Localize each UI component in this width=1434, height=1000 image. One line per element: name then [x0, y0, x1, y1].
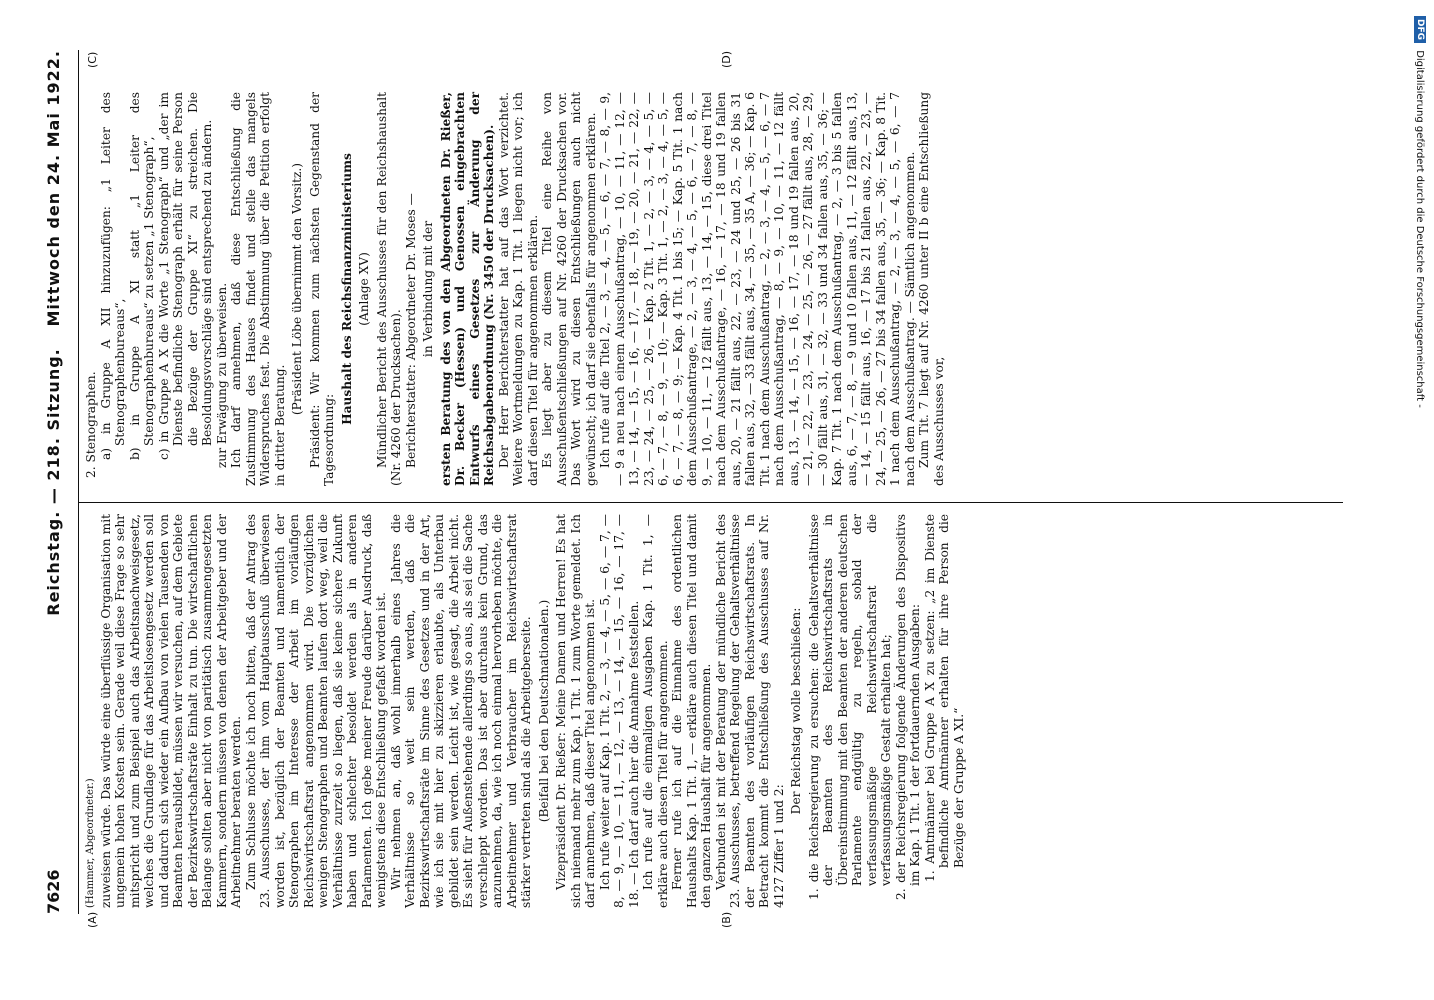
paragraph: Ferner rufe ich auf die Einnahme des ordentlichen Haushalts Kap. 1 Tit. 1, — erkläre auch diesen Titel und damit den ganzen Haushalt für angenommen. [670, 514, 713, 908]
margin-mark-d: (D) [720, 50, 733, 68]
dfg-logo: DFG [1414, 16, 1426, 43]
paragraph: Vizepräsident Dr. Rießer: Meine Damen und Herren! Es hat sich niemand mehr zum Kap. 1 Tit. 1 zum Worte gemeldet. Ich darf annehmen, daß dieser Titel angenommen ist. [554, 514, 597, 908]
header-rule [78, 50, 79, 914]
right-column [84, 92, 946, 486]
list-item: 2. Stenographen. [84, 371, 98, 478]
paragraph: Ich darf annehmen, daß diese Entschließung die Zustimmung des Hauses findet und stelle das mangels Widerspruches fest. Die Abstimmung über die Petition erfolgt in dritter Beratung. [229, 92, 287, 486]
paragraph: Präsident: Wir kommen zum nächsten Gegenstand der Tagesordnung: [307, 92, 336, 486]
applause-note: (Beifall bei den Deutschnationalen.) [536, 599, 551, 823]
paragraph: Mündlicher Bericht des Ausschusses für den Reichshaushalt (Nr. 4260 der Drucksachen). [374, 92, 403, 486]
paragraph: Verbunden ist mit der Beratung der mündliche Bericht des 23. Ausschusses, betreffend Regelung der Gehaltsverhältnisse der Beamten des vorläufigen Reichswirtschaftsrats. In Betracht kommt die Entschließung des Ausschusses auf Nr. 4127 Ziffer 1 und 2: [713, 514, 786, 908]
speaker-tag: (Hammer, Abgeordneter.) [85, 778, 96, 908]
funding-note: Digitalisierung gefördert durch die Deutsche Forschungsgemeinschaft - [1414, 50, 1425, 408]
paragraph: in Verbindung mit der [421, 220, 435, 358]
paragraph: Zum Tit. 7 liegt auf Nr. 4260 unter II b eine Entschließung des Ausschusses vor, [917, 92, 946, 486]
paragraph: Es liegt aber zu diesem Titel eine Reihe von Ausschußentschließungen auf Nr. 4260 der Drucksachen vor. Das Wort wird zu diesen Entschließungen auch nicht gewünscht; ich darf sie ebenfalls für angenommen erklären. [540, 92, 598, 486]
page-header [44, 50, 74, 914]
page-number: 7626 [44, 869, 63, 914]
list-subitem: c) in Gruppe A X die Worte „1 Stenograph“ und „der im Dienste befindliche Stenograph erhält für seine Person die Bezüge der Gruppe XI“ zu streichen. Die Besoldungsvorschläge sind entsprechend zu ändern. [156, 92, 214, 460]
resolution-subitem: 1. Amtmänner bei Gruppe A X zu setzen: „2 im Dienste befindliche Amtmänner erhalten für ihre Person die Bezüge der Gruppe A XI.“ [922, 514, 966, 882]
resolution-heading: Der Reichstag wolle beschließen: [789, 607, 803, 815]
paragraph: Der Herr Berichterstatter hat auf das Wort verzichtet. Weitere Wortmeldungen zu Kap. 1 Tit. 1 liegen nicht vor; ich darf diesen Titel für angenommen erklären. [496, 92, 540, 486]
agenda-item-bold: ersten Beratung des von den Abgeordneten Dr. Rießer, Dr. Becker (Hessen) und Genossen eingebrachten Entwurfs eines Gesetzes zur Änderung der Reichsabgabenordnung (Nr. 3450 der Drucksachen). [438, 92, 496, 486]
list-subitem: a) in Gruppe A XII hinzuzufügen: „1 Leiter des Stenographenbureaus“, [98, 92, 127, 460]
resolution-item: 1. die Reichsregierung zu ersuchen: die Gehaltsverhältnisse der Beamten des Reichswirtschaftsrats in Übereinstimmung mit den Beamten der anderen deutschen Parlamente endgültig zu regeln, sobald der verfassungsmäßige Reichswirtschaftsrat die verfassungsmäßige Gestalt erhalten hat; [806, 514, 893, 900]
list-subitem: b) in Gruppe A XI statt „1 Leiter des Stenographenbureaus“ zu setzen „1 Stenograph“, [127, 92, 156, 460]
header-session: Reichstag. — 218. Sitzung. [44, 348, 63, 616]
paragraph: zur Erwägung zu überweisen. [214, 282, 229, 468]
paragraph: Ich rufe auf die Titel 2, — 3, — 4, — 5, — 6, — 7, — 8, — 9, — 9 a neu nach einem Ausschußantrag, — 10, — 11, — 12, — 13, — 14, — 15, — 16, — 17, — 18, — 19, — 20, — 21, — 22, — 23, — 24, — 25, — 26, — Kap. 2 Tit. 1, — 2, — 3, — 4, — 5, — 6, — 7, — 8, — 9, — 10; — Kap. 3 Tit. 1, — 2, — 3, — 4, — 5, — 6, — 7, — 8, — 9; — Kap. 4 Tit. 1 bis 15; — Kap. 5 Tit. 1 nach dem Ausschußantrage, — 2, — 3, — 4, — 5, — 6, — 7, — 8, — 9, — 10, — 11, — 12 fällt aus, 13, — 14, — 15, diese drei Titel nach dem Ausschußantrage, — 16, — 17, — 18 und 19 fallen aus, 20, — 21 fällt aus, 22, — 23, — 24 und 25, — 26 bis 31 fallen aus, 32, — 33 fällt aus, 34, — 35, — 35 A, — 36; — Kap. 6 Tit. 1 nach dem Ausschußantrag, — 2, — 3, — 4, — 5, — 6, — 7 nach dem Ausschußantrag, — 8, — 9, — 10, — 11, — 12 fällt aus, 13, — 14, — 15, — 16, — 17, — 18 und 19 fallen aus, 20, — 21, — 22, — 23, — 24, — 25, — 26, — 27 fällt aus, 28, — 29, — 30 fällt aus, 31, — 32, — 33 und 34 fallen aus, 35, — 36; — Kap. 7 Tit. 1 nach dem Ausschußantrag, — 2, — 3 bis 5 fallen aus, 6, — 7, — 8, — 9 und 10 fallen aus, 11, — 12 fällt aus, 13, — 14, — 15 fällt aus, 16, — 17 bis 21 fallen aus, 22, — 23, — 24, — 25, — 26, — 27 bis 34 fallen aus, 35, — 36; — Kap. 8 Tit. 1 nach dem Ausschußantrag, — 2, — 3, — 4, — 5, — 6, — 7 nach dem Ausschußantrag. — Sämtlich angenommen. [598, 92, 917, 486]
left-column [84, 514, 966, 908]
resolution-item: 2. der Reichsregierung folgende Änderungen des Dispositivs im Kap. 1 Tit. 1 der fortdauernden Ausgaben: [893, 514, 922, 900]
margin-mark-b: (B) [720, 911, 733, 928]
agenda-annex: (Anlage XV) [357, 252, 371, 326]
header-date: Mittwoch den 24. Mai 1922. [44, 50, 63, 327]
margin-mark-a: (A) [86, 911, 99, 928]
paragraph: Ich rufe weiter auf Kap. 1 Tit. 2, — 3, — 4, — 5, — 6, — 7, — 8, — 9, — 10, — 11, — 12, — 13, — 14, — 15, — 16, — 17, — 18. — Ich darf auch hier die Annahme feststellen. [597, 514, 641, 908]
agenda-heading: Haushalt des Reichsfinanzministeriums [339, 153, 354, 425]
dfg-sidebar [1408, 10, 1430, 990]
paragraph: Wir nehmen an, daß wohl innerhalb eines Jahres die Verhältnisse so weit sein werden, daß die Bezirkswirtschaftsräte im Sinne des Gesetzes und in der Art, wie ich sie mit hier zu skizzieren erlaubte, als Unterbau gebildet sein werden. Leicht ist, wie gesagt, die Arbeit nicht. Es sieht für Außenstehende allerdings so aus, als sei die Sache verschleppt worden. Das ist aber durchaus kein Grund, das anzunehmen, da, wie ich noch einmal hervorheben möchte, die Arbeitnehmer und Verbraucher im Reichswirtschaftsrat stärker vertreten sind als die Arbeitgeberseite. [388, 514, 533, 908]
column-divider [78, 502, 1343, 503]
paragraph: Berichterstatter: Abgeordneter Dr. Moses — [403, 193, 418, 468]
paragraph: zuweisen würde. Das würde eine überflüssige Organisation mit ungemein hohen Kosten sein. Gerade weil diese Frage so sehr mitspricht und zum Beispiel auch das Arbeitsnachweisgesetz, welches die Grundlage für das Arbeitslosengesetz werden soll und dadurch sich wieder ein Aufbau von vielen Tausenden von Beamten herausbildet, müssen wir versuchen, auf dem Gebiete der Bezirkswirtschaftsräte Einhalt zu tun. Die wirtschaftlichen Belange sollten aber nicht von paritätisch zusammengesetzten Kammern, sondern müssen von denen der Arbeitgeber und der Arbeitnehmer beraten werden. [98, 514, 243, 908]
margin-mark-c: (C) [86, 51, 99, 68]
paragraph: Ich rufe auf die einmaligen Ausgaben Kap. 1 Tit. 1, — erkläre auch diesen Titel für angenommen. [641, 514, 670, 908]
chair-note: (Präsident Löbe übernimmt den Vorsitz.) [290, 162, 304, 416]
paragraph: Zum Schlusse möchte ich noch bitten, daß der Antrag des 23. Ausschusses, der ihm vom Hauptausschuß überwiesen worden ist, bezüglich der Beamten und namentlich der Stenographen im Interesse der Arbeit im vorläufigen Reichswirtschaftsrat angenommen wird. Die vorzüglichen wenigen Stenographen und Beamten laufen dort weg, weil die Verhältnisse zurzeit so liegen, daß sie keine sichere Zukunft haben und schlechter besoldet werden als in anderen Parlamenten. Ich gebe meiner Freude darüber Ausdruck, daß wenigstens diese Entschließung gefaßt worden ist. [243, 514, 388, 908]
